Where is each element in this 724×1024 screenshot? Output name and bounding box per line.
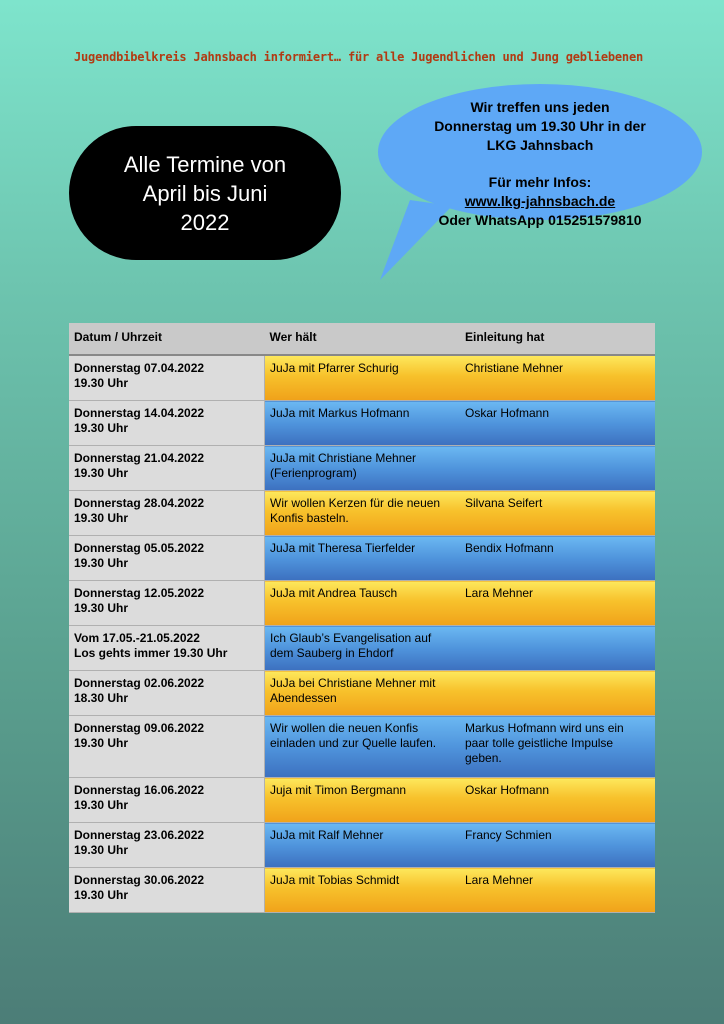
time-text: 19.30 Uhr bbox=[74, 798, 129, 812]
cell-date bbox=[69, 536, 265, 581]
cell-who: JuJa mit Pfarrer Schurig bbox=[265, 355, 461, 401]
cell-lead: Lara Mehner bbox=[460, 581, 655, 626]
cell-date bbox=[69, 355, 265, 401]
date-text: Donnerstag 09.06.2022 bbox=[74, 721, 205, 735]
cell-who: Wir wollen die neuen Konfis einladen und zur Quelle laufen. bbox=[265, 716, 461, 778]
cell-lead: Silvana Seifert bbox=[460, 491, 655, 536]
table-row bbox=[69, 626, 655, 671]
cell-date bbox=[69, 401, 265, 446]
time-text: Los gehts immer 19.30 Uhr bbox=[74, 646, 228, 660]
date-text: Donnerstag 02.06.2022 bbox=[74, 676, 205, 690]
table-row bbox=[69, 446, 655, 491]
cell-lead: Bendix Hofmann bbox=[460, 536, 655, 581]
cell-lead: Markus Hofmann wird uns ein paar tolle geistliche Impulse geben. bbox=[460, 716, 655, 778]
date-text: Donnerstag 12.05.2022 bbox=[74, 586, 205, 600]
cell-lead bbox=[460, 446, 655, 491]
cell-lead bbox=[460, 626, 655, 671]
schedule-table bbox=[69, 323, 655, 913]
table-row bbox=[69, 868, 655, 913]
table-row bbox=[69, 355, 655, 401]
time-text: 19.30 Uhr bbox=[74, 888, 129, 902]
bubble-line-1: Wir treffen uns jeden bbox=[470, 99, 610, 115]
table-row bbox=[69, 491, 655, 536]
date-text: Donnerstag 14.04.2022 bbox=[74, 406, 205, 420]
time-text: 19.30 Uhr bbox=[74, 556, 129, 570]
date-text: Donnerstag 16.06.2022 bbox=[74, 783, 205, 797]
cell-lead: Francy Schmien bbox=[460, 823, 655, 868]
cell-who: JuJa mit Andrea Tausch bbox=[265, 581, 461, 626]
cell-date bbox=[69, 868, 265, 913]
speech-bubble bbox=[378, 84, 702, 228]
title-line-2: April bis Juni bbox=[142, 180, 268, 206]
cell-who: JuJa bei Christiane Mehner mit Abendessen bbox=[265, 671, 461, 716]
whatsapp-line: Oder WhatsApp 015251579810 bbox=[438, 212, 642, 228]
time-text: 19.30 Uhr bbox=[74, 421, 129, 435]
cell-who: Ich Glaub’s Evangelisation auf dem Sauberg in Ehdorf bbox=[265, 626, 461, 671]
title-line-3: 2022 bbox=[180, 209, 230, 235]
bubble-line-2: Donnerstag um 19.30 Uhr in der bbox=[434, 118, 646, 134]
date-text: Vom 17.05.-21.05.2022 bbox=[74, 631, 200, 645]
website-link[interactable]: www.lkg-jahnsbach.de bbox=[464, 193, 616, 209]
date-text: Donnerstag 30.06.2022 bbox=[74, 873, 205, 887]
table-row bbox=[69, 536, 655, 581]
cell-who: Juja mit Timon Bergmann bbox=[265, 778, 461, 823]
date-text: Donnerstag 23.06.2022 bbox=[74, 828, 205, 842]
time-text: 18.30 Uhr bbox=[74, 691, 129, 705]
date-text: Donnerstag 28.04.2022 bbox=[74, 496, 205, 510]
cell-who: Wir wollen Kerzen für die neuen Konfis basteln. bbox=[265, 491, 461, 536]
date-text: Donnerstag 07.04.2022 bbox=[74, 361, 205, 375]
table-row bbox=[69, 581, 655, 626]
cell-who: JuJa mit Tobias Schmidt bbox=[265, 868, 461, 913]
table-row bbox=[69, 671, 655, 716]
table-row bbox=[69, 778, 655, 823]
time-text: 19.30 Uhr bbox=[74, 843, 129, 857]
date-text: Donnerstag 21.04.2022 bbox=[74, 451, 205, 465]
cell-date bbox=[69, 581, 265, 626]
time-text: 19.30 Uhr bbox=[74, 466, 129, 480]
cell-date bbox=[69, 716, 265, 778]
cell-lead: Oskar Hofmann bbox=[460, 401, 655, 446]
cell-date bbox=[69, 778, 265, 823]
cell-date bbox=[69, 626, 265, 671]
cell-lead: Lara Mehner bbox=[460, 868, 655, 913]
cell-date bbox=[69, 446, 265, 491]
bubble-line-3: LKG Jahnsbach bbox=[486, 137, 594, 153]
time-text: 19.30 Uhr bbox=[74, 736, 129, 750]
cell-who: JuJa mit Christiane Mehner (Ferienprogram) bbox=[265, 446, 461, 491]
cell-who: JuJa mit Theresa Tierfelder bbox=[265, 536, 461, 581]
date-text: Donnerstag 05.05.2022 bbox=[74, 541, 205, 555]
headline: Jugendbibelkreis Jahnsbach informiert… für alle Jugendlichen und Jung gebliebenen bbox=[74, 50, 643, 64]
header-lead: Einleitung hat bbox=[460, 323, 655, 355]
cell-date bbox=[69, 491, 265, 536]
table-row bbox=[69, 716, 655, 778]
title-line-1: Alle Termine von bbox=[123, 151, 287, 177]
table-row bbox=[69, 823, 655, 868]
bubble-line-4: Für mehr Infos: bbox=[488, 174, 592, 190]
table-header-row bbox=[69, 323, 655, 355]
time-text: 19.30 Uhr bbox=[74, 376, 129, 390]
time-text: 19.30 Uhr bbox=[74, 601, 129, 615]
cell-lead: Christiane Mehner bbox=[460, 355, 655, 401]
header-who: Wer hält bbox=[265, 323, 461, 355]
cell-date bbox=[69, 823, 265, 868]
cell-lead: Oskar Hofmann bbox=[460, 778, 655, 823]
header-date: Datum / Uhrzeit bbox=[69, 323, 265, 355]
cell-who: JuJa mit Ralf Mehner bbox=[265, 823, 461, 868]
time-text: 19.30 Uhr bbox=[74, 511, 129, 525]
cell-lead bbox=[460, 671, 655, 716]
table-row bbox=[69, 401, 655, 446]
title-pill bbox=[69, 126, 341, 260]
cell-who: JuJa mit Markus Hofmann bbox=[265, 401, 461, 446]
cell-date bbox=[69, 671, 265, 716]
